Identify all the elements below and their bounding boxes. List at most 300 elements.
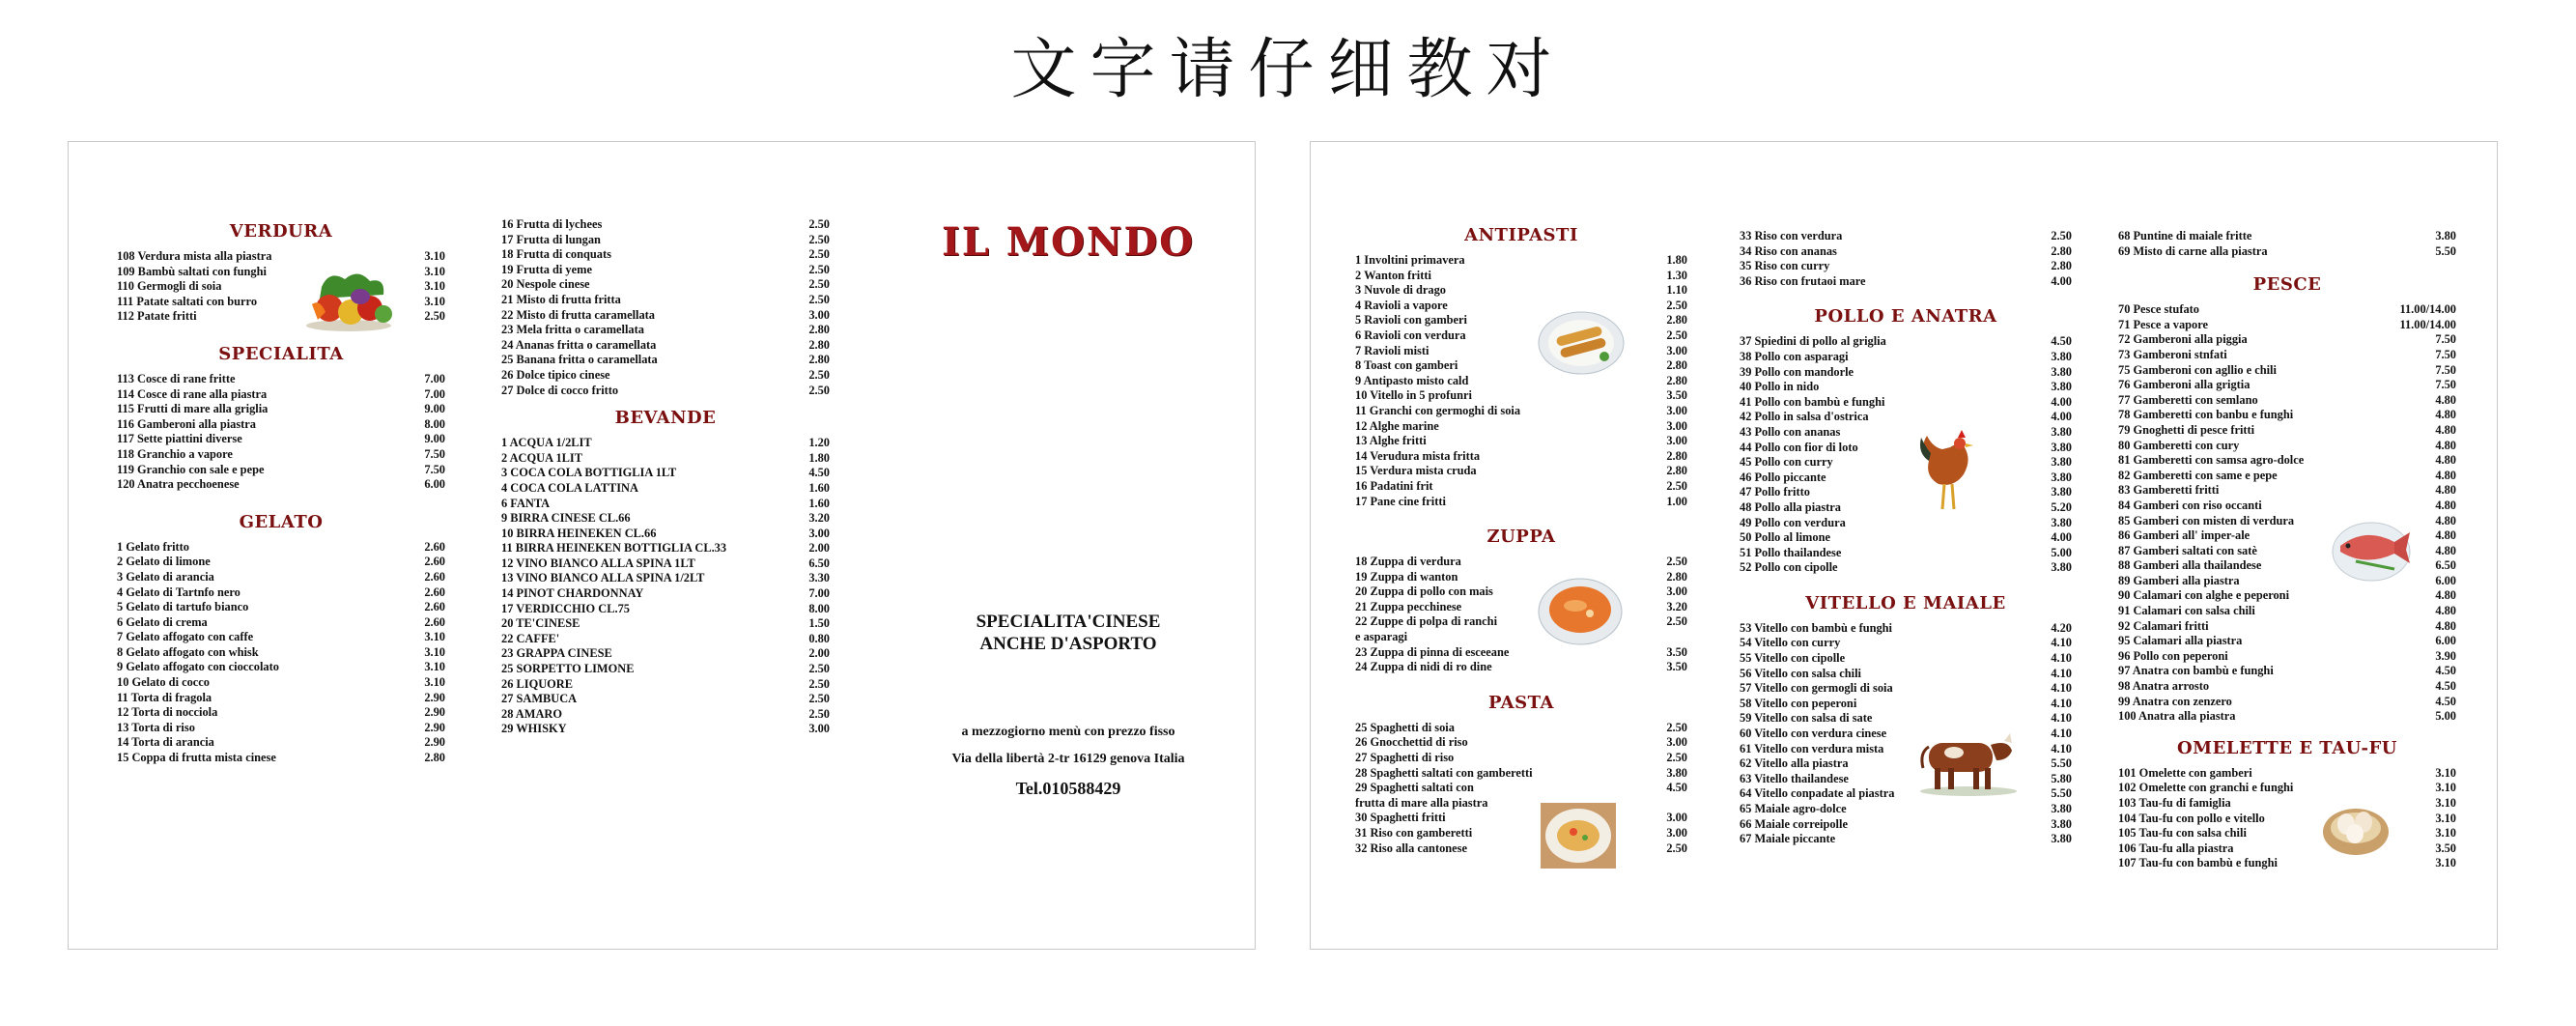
menu-item-price: 2.50 <box>808 662 830 676</box>
menu-item-price: 3.10 <box>424 249 445 263</box>
menu-item <box>2118 766 2456 782</box>
menu-item <box>2118 318 2456 333</box>
menu-item-name: 72 Gamberoni alla piggia <box>2118 332 2248 347</box>
right-column-1 <box>1355 225 1687 856</box>
menu-item-name: 113 Cosce di rane fritte <box>117 371 236 385</box>
menu-item-price: 3.80 <box>2051 349 2072 363</box>
menu-item-price: 8.00 <box>808 601 830 615</box>
menu-item <box>2118 244 2456 260</box>
specialita-cinese-text: SPECIALITA'CINESE <box>976 612 1161 632</box>
menu-item-price: 3.80 <box>2051 515 2072 529</box>
menu-item <box>1740 259 2072 274</box>
menu-item-name: 95 Calamari alla piastra <box>2118 634 2243 648</box>
menu-item-name: 120 Anatra pecchoenese <box>117 477 240 492</box>
menu-item <box>117 432 445 447</box>
menu-item-name: 7 Ravioli misti <box>1355 343 1430 357</box>
menu-item-price: 3.80 <box>2435 229 2456 242</box>
menu-item-name: 22 Misto di frutta caramellata <box>501 307 655 322</box>
menu-item-price: 1.50 <box>808 616 830 631</box>
menu-item-price: 3.00 <box>1666 418 1687 433</box>
menu-item-name: 10 BIRRA HEINEKEN CL.66 <box>501 526 657 540</box>
menu-item <box>501 707 830 723</box>
menu-item-name: 57 Vitello con germogli di soia <box>1740 681 1893 696</box>
menu-item <box>501 451 830 467</box>
menu-item-price: 5.50 <box>2051 786 2072 801</box>
menu-item <box>1355 464 1687 479</box>
menu-item <box>1740 350 2072 365</box>
menu-item-name: 108 Verdura mista alla piastra <box>117 249 272 263</box>
menu-item-price: 4.50 <box>1666 781 1687 795</box>
menu-item <box>2118 348 2456 363</box>
menu-item <box>501 323 830 338</box>
section-title: PESCE <box>2252 274 2322 296</box>
menu-item-name: 119 Granchio con sale e pepe <box>117 462 265 476</box>
menu-item-price: 3.90 <box>2435 648 2456 663</box>
menu-item-price: 7.50 <box>2435 332 2456 347</box>
menu-item-name: 105 Tau-fu con salsa chili <box>2118 826 2247 841</box>
menu-item <box>501 662 830 677</box>
menu-item <box>1740 681 2072 697</box>
menu-item-price: 8.00 <box>424 416 445 431</box>
menu-item-name: 63 Vitello thailandese <box>1740 771 1849 785</box>
menu-item-price: 3.00 <box>808 307 830 322</box>
menu-item-name: 39 Pollo con mandorle <box>1740 364 1854 379</box>
menu-item-price: 1.80 <box>808 450 830 465</box>
menu-item-price: 11.00/14.00 <box>2399 302 2456 317</box>
menu-item-name: 52 Pollo con cipolle <box>1740 560 1838 575</box>
menu-item-price: 2.50 <box>808 692 830 706</box>
menu-item <box>1740 365 2072 381</box>
menu-item-price: 3.00 <box>1666 403 1687 417</box>
menu-item-price: 2.80 <box>808 323 830 337</box>
menu-item <box>2118 363 2456 379</box>
menu-item-price: 3.80 <box>2051 380 2072 394</box>
menu-item-price: 7.00 <box>424 386 445 401</box>
menu-item <box>2118 378 2456 393</box>
menu-item-price: 4.10 <box>2051 681 2072 696</box>
menu-item <box>1740 441 2072 456</box>
menu-item <box>501 556 830 572</box>
menu-item-price: 4.80 <box>2435 604 2456 618</box>
menu-item <box>501 436 830 451</box>
menu-item-price: 5.50 <box>2435 243 2456 258</box>
menu-item <box>1355 781 1687 811</box>
menu-item <box>117 691 445 706</box>
menu-item-name: 25 Banana fritta o caramellata <box>501 353 658 367</box>
menu-item <box>1355 253 1687 269</box>
menu-item-price: 2.00 <box>808 541 830 556</box>
menu-item <box>2118 709 2456 725</box>
menu-item-price: 2.80 <box>2051 259 2072 273</box>
section-title: VITELLO E MAIALE <box>1805 592 2006 613</box>
menu-item-name: 55 Vitello con cipolle <box>1740 651 1846 666</box>
menu-item <box>117 463 445 478</box>
menu-item-name: 22 Zuppe di polpa di ranchi e asparagi <box>1355 614 1498 644</box>
menu-item <box>1740 455 2072 470</box>
menu-item <box>1355 374 1687 389</box>
menu-item-list <box>117 540 445 766</box>
mezzogiorno-text: a mezzogiorno menù con prezzo fisso <box>961 725 1175 739</box>
menu-item <box>501 368 830 384</box>
menu-item-name: 2 ACQUA 1LIT <box>501 450 582 465</box>
menu-item <box>1740 636 2072 651</box>
menu-item-name: 45 Pollo con curry <box>1740 455 1833 470</box>
menu-item-price: 3.10 <box>2435 796 2456 810</box>
menu-item <box>1740 244 2072 260</box>
menu-item-name: 27 Spaghetti di riso <box>1355 751 1455 765</box>
menu-item-price: 4.10 <box>2051 666 2072 680</box>
menu-item-name: 111 Patate saltati con burro <box>117 294 258 308</box>
menu-item-name: 8 Toast con gamberi <box>1355 358 1458 373</box>
spring-rolls-image <box>1537 308 1626 376</box>
menu-item <box>1355 766 1687 782</box>
menu-item <box>1740 334 2072 350</box>
menu-item-price: 2.50 <box>808 262 830 276</box>
menu-item-price: 3.80 <box>2051 424 2072 439</box>
menu-item-name: 46 Pollo piccante <box>1740 470 1826 484</box>
menu-item-price: 7.50 <box>2435 362 2456 377</box>
menu-item-name: 116 Gamberoni alla piastra <box>117 416 256 431</box>
menu-item <box>1355 358 1687 374</box>
menu-item-price: 3.80 <box>2051 485 2072 499</box>
vegetables-image <box>300 270 397 333</box>
menu-item-name: 59 Vitello con salsa di sate <box>1740 711 1873 726</box>
menu-item <box>1740 500 2072 516</box>
menu-item <box>117 600 445 615</box>
menu-item <box>1740 697 2072 712</box>
menu-item-name: 21 Zuppa pecchinese <box>1355 599 1462 613</box>
menu-item <box>1740 711 2072 727</box>
menu-item-name: 65 Maiale agro-dolce <box>1740 802 1847 815</box>
menu-item-name: 35 Riso con curry <box>1740 259 1830 273</box>
restaurant-logo: IL MONDO <box>942 219 1195 265</box>
menu-item <box>501 466 830 481</box>
menu-item-name: 9 Gelato affogato con cioccolato <box>117 660 279 674</box>
menu-item-list <box>501 436 830 737</box>
menu-item-name: 13 VINO BIANCO ALLA SPINA 1/2LT <box>501 571 705 585</box>
section-title: PASTA <box>1487 692 1555 713</box>
section-title: ZUPPA <box>1486 527 1556 548</box>
menu-item <box>1355 283 1687 299</box>
menu-item <box>2118 619 2456 635</box>
menu-item-price: 4.80 <box>2435 543 2456 557</box>
menu-item-name: 88 Gamberi alla thailandese <box>2118 558 2262 573</box>
menu-item-name: 68 Puntine di maiale fritte <box>2118 229 2252 242</box>
menu-item-price: 1.30 <box>1666 268 1687 282</box>
menu-item-name: 118 Granchio a vapore <box>117 446 233 461</box>
menu-item-price: 2.90 <box>424 705 445 720</box>
menu-item-price: 4.80 <box>2435 618 2456 633</box>
menu-item-name: 16 Frutta di lychees <box>501 217 603 231</box>
section-title: SPECIALITA <box>218 343 344 364</box>
info-block <box>890 611 1247 799</box>
menu-item-name: 48 Pollo alla piastra <box>1740 499 1841 514</box>
menu-item-price: 3.10 <box>2435 826 2456 841</box>
menu-item-price: 3.80 <box>2051 470 2072 484</box>
menu-item-price: 2.50 <box>808 232 830 246</box>
menu-item <box>501 722 830 737</box>
menu-item-name: 66 Maiale correipolle <box>1740 816 1848 831</box>
menu-item <box>1355 600 1687 615</box>
menu-item-price: 2.90 <box>424 720 445 734</box>
menu-item-name: 82 Gamberetti con same e pepe <box>2118 468 2278 482</box>
menu-item <box>1740 470 2072 486</box>
menu-item-name: 13 Alghe fritti <box>1355 434 1427 448</box>
section-maiale-cont <box>2118 229 2456 259</box>
menu-item-name: 77 Gamberetti con semlano <box>2118 392 2258 407</box>
menu-item <box>2118 229 2456 244</box>
menu-item <box>501 571 830 586</box>
menu-item-price: 2.50 <box>1666 751 1687 765</box>
menu-item-name: 12 Alghe marine <box>1355 418 1439 433</box>
menu-item-name: 28 Spaghetti saltati con gamberetti <box>1355 765 1533 780</box>
menu-item-price: 2.80 <box>808 337 830 352</box>
menu-item-name: 1 Involtini primavera <box>1355 253 1465 267</box>
menu-item-price: 7.50 <box>424 446 445 461</box>
menu-item-name: 44 Pollo con fior di loto <box>1740 440 1858 454</box>
menu-item-name: 20 Nespole cinese <box>501 277 590 292</box>
menu-item-price: 5.20 <box>2051 499 2072 514</box>
menu-item-price: 4.10 <box>2051 711 2072 726</box>
menu-item-price: 4.80 <box>2435 528 2456 543</box>
menu-item-price: 2.80 <box>1666 569 1687 584</box>
menu-item-price: 4.80 <box>2435 408 2456 422</box>
menu-item-name: 17 Frutta di lungan <box>501 232 601 246</box>
menu-item-price: 2.60 <box>424 539 445 554</box>
menu-item-name: 14 PINOT CHARDONNAY <box>501 586 644 601</box>
menu-item-price: 2.50 <box>1666 298 1687 312</box>
asporto-text: ANCHE D'ASPORTO <box>979 634 1157 654</box>
menu-item-price: 3.80 <box>2051 832 2072 846</box>
menu-item-list <box>2118 766 2456 871</box>
menu-item-name: 117 Sette piattini diverse <box>117 432 242 446</box>
menu-item-name: 7 Gelato affogato con caffe <box>117 630 254 644</box>
menu-item <box>1740 395 2072 411</box>
menu-item-price: 2.50 <box>424 309 445 324</box>
address-text: Via della libertà 2-tr 16129 genova Italia <box>951 752 1185 766</box>
menu-panel-left <box>68 141 1256 950</box>
menu-item-name: 6 Gelato di crema <box>117 614 208 629</box>
menu-item-price: 2.90 <box>424 690 445 704</box>
menu-item <box>501 293 830 308</box>
menu-item <box>1355 299 1687 314</box>
menu-item <box>1355 328 1687 344</box>
menu-item-price: 4.20 <box>2051 620 2072 635</box>
menu-item <box>501 586 830 602</box>
menu-item-name: 17 VERDICCHIO CL.75 <box>501 601 630 615</box>
menu-item <box>501 692 830 707</box>
menu-item-name: 21 Misto di frutta fritta <box>501 292 621 306</box>
fish-image <box>2327 513 2414 586</box>
menu-item-name: 37 Spiedini di pollo al griglia <box>1740 334 1886 349</box>
menu-item-price: 4.10 <box>2051 741 2072 755</box>
menu-item <box>2118 483 2456 499</box>
menu-item-name: 9 Antipasto misto cald <box>1355 373 1469 387</box>
menu-item-price: 3.10 <box>424 660 445 674</box>
menu-item <box>1740 380 2072 395</box>
menu-item-list <box>1740 229 2072 289</box>
menu-item-name: 104 Tau-fu con pollo e vitello <box>2118 811 2265 825</box>
menu-item-price: 1.60 <box>808 480 830 495</box>
menu-item <box>1355 269 1687 284</box>
menu-item <box>1355 584 1687 600</box>
menu-item-name: 76 Gamberoni alla grigtia <box>2118 378 2250 392</box>
menu-item-price: 2.50 <box>1666 614 1687 629</box>
menu-item <box>1355 434 1687 449</box>
menu-item <box>1740 621 2072 637</box>
menu-item-price: 3.10 <box>424 279 445 294</box>
menu-item <box>117 447 445 463</box>
menu-item-price: 1.60 <box>808 496 830 510</box>
menu-item-price: 2.80 <box>1666 313 1687 328</box>
menu-item-price: 4.80 <box>2435 513 2456 527</box>
menu-item-name: 11 Granchi con germoghi di soia <box>1355 403 1521 417</box>
menu-item <box>2118 826 2456 841</box>
section-frutta <box>501 217 830 398</box>
menu-item-price: 3.20 <box>1666 599 1687 613</box>
menu-item <box>1740 772 2072 787</box>
menu-item-price: 3.10 <box>2435 781 2456 795</box>
menu-item <box>1355 614 1687 644</box>
menu-item <box>501 233 830 248</box>
menu-item <box>2118 679 2456 695</box>
menu-item <box>1740 832 2072 847</box>
menu-item <box>2118 588 2456 604</box>
menu-item-price: 2.50 <box>1666 841 1687 855</box>
menu-item <box>2118 856 2456 871</box>
menu-item-name: 100 Anatra alla piastra <box>2118 709 2236 724</box>
menu-item-name: 1 ACQUA 1/2LIT <box>501 436 592 450</box>
menu-item <box>117 372 445 387</box>
menu-item <box>501 277 830 293</box>
menu-item-price: 5.00 <box>2051 545 2072 559</box>
menu-item-price: 7.00 <box>808 586 830 601</box>
menu-item-name: 17 Pane cine fritti <box>1355 494 1446 508</box>
menu-item <box>501 338 830 354</box>
menu-item-name: 99 Anatra con zenzero <box>2118 694 2232 708</box>
section-zuppa <box>1355 527 1687 675</box>
menu-item <box>501 527 830 542</box>
menu-item-price: 4.50 <box>2435 694 2456 708</box>
menu-item-price: 6.50 <box>808 556 830 570</box>
menu-item-name: 107 Tau-fu con bambù e funghi <box>2118 856 2278 870</box>
menu-item <box>2118 695 2456 710</box>
menu-item-price: 3.00 <box>808 526 830 540</box>
menu-item-price: 7.50 <box>2435 347 2456 361</box>
menu-item <box>1740 742 2072 757</box>
section-title: VERDURA <box>229 221 333 242</box>
menu-item-price: 3.10 <box>2435 856 2456 870</box>
menu-item <box>2118 664 2456 679</box>
menu-item-name: 18 Zuppa di verdura <box>1355 555 1461 569</box>
menu-item-name: 49 Pollo con verdura <box>1740 515 1846 529</box>
menu-item <box>501 511 830 527</box>
section-pesce <box>2118 274 2456 725</box>
menu-item <box>117 570 445 585</box>
menu-item <box>2118 796 2456 812</box>
menu-item-price: 2.80 <box>1666 358 1687 373</box>
menu-item-price: 4.80 <box>2435 392 2456 407</box>
menu-item-price: 2.50 <box>1666 478 1687 493</box>
menu-item <box>1740 516 2072 531</box>
menu-item <box>2118 423 2456 439</box>
menu-item-price: 2.60 <box>424 614 445 629</box>
noodles-image <box>1541 803 1616 869</box>
menu-item-price: 4.00 <box>2051 394 2072 409</box>
menu-item-price: 7.50 <box>2435 378 2456 392</box>
menu-item <box>1355 570 1687 585</box>
menu-item-name: 70 Pesce stufato <box>2118 302 2199 317</box>
menu-item-name: 9 BIRRA CINESE CL.66 <box>501 511 631 526</box>
menu-item-name: 71 Pesce a vapore <box>2118 317 2209 331</box>
menu-item-price: 2.80 <box>808 353 830 367</box>
menu-item-name: 110 Germogli di soia <box>117 279 222 294</box>
menu-item-name: 15 Coppa di frutta mista cinese <box>117 751 276 765</box>
menu-item-price: 6.00 <box>2435 573 2456 587</box>
menu-item-price: 4.10 <box>2051 636 2072 650</box>
menu-item <box>1355 645 1687 661</box>
menu-item-price: 2.50 <box>1666 328 1687 342</box>
menu-item <box>1740 727 2072 742</box>
menu-item-price: 3.10 <box>2435 811 2456 825</box>
menu-item-price: 1.00 <box>1666 494 1687 508</box>
menu-item-name: 5 Gelato di tartufo bianco <box>117 600 249 614</box>
menu-item-name: 25 Spaghetti di soia <box>1355 720 1455 734</box>
menu-item-price: 2.80 <box>1666 373 1687 387</box>
menu-item-price: 4.50 <box>808 466 830 480</box>
menu-item <box>501 602 830 617</box>
menu-item-name: 36 Riso con frutaoi mare <box>1740 273 1866 288</box>
menu-item-name: 23 Mela fritta o caramellata <box>501 323 644 337</box>
menu-item-price: 3.10 <box>424 264 445 278</box>
menu-item-name: 26 Dolce tipico cinese <box>501 367 610 382</box>
section-pollo <box>1740 306 2072 576</box>
menu-item <box>501 263 830 278</box>
menu-item <box>1355 495 1687 510</box>
menu-item-price: 3.10 <box>424 630 445 644</box>
menu-item <box>1740 817 2072 833</box>
menu-item-name: 27 SAMBUCA <box>501 692 578 706</box>
menu-item-price: 9.00 <box>424 432 445 446</box>
menu-item <box>501 541 830 556</box>
menu-item-price: 2.50 <box>808 292 830 306</box>
menu-item-name: 56 Vitello con salsa chili <box>1740 666 1861 680</box>
menu-item-name: 87 Gamberi saltati con satè <box>2118 543 2257 557</box>
menu-item <box>501 353 830 368</box>
menu-item-name: 14 Verudura mista fritta <box>1355 448 1481 463</box>
menu-item-price: 4.50 <box>2435 679 2456 694</box>
menu-item <box>117 751 445 766</box>
menu-item-name: 90 Calamari con alghe e peperoni <box>2118 588 2290 603</box>
menu-item-name: 64 Vitello conpadate al piastra <box>1740 786 1895 801</box>
menu-item <box>117 402 445 417</box>
menu-item-name: 3 COCA COLA BOTTIGLIA 1LT <box>501 466 677 480</box>
menu-item-price: 5.00 <box>2435 709 2456 724</box>
menu-item-price: 3.00 <box>1666 434 1687 448</box>
menu-item <box>501 497 830 512</box>
menu-item-name: 92 Calamari fritti <box>2118 618 2209 633</box>
menu-item-price: 2.50 <box>808 367 830 382</box>
section-riso <box>1740 229 2072 289</box>
menu-item-name: 47 Pollo fritto <box>1740 485 1810 499</box>
menu-item <box>117 735 445 751</box>
menu-item <box>2118 781 2456 796</box>
menu-item <box>1740 786 2072 802</box>
menu-item-name: 41 Pollo con bambù e funghi <box>1740 394 1885 409</box>
menu-item-name: 19 Frutta di yeme <box>501 262 592 276</box>
menu-item-price: 2.50 <box>808 676 830 691</box>
menu-item <box>1740 274 2072 290</box>
